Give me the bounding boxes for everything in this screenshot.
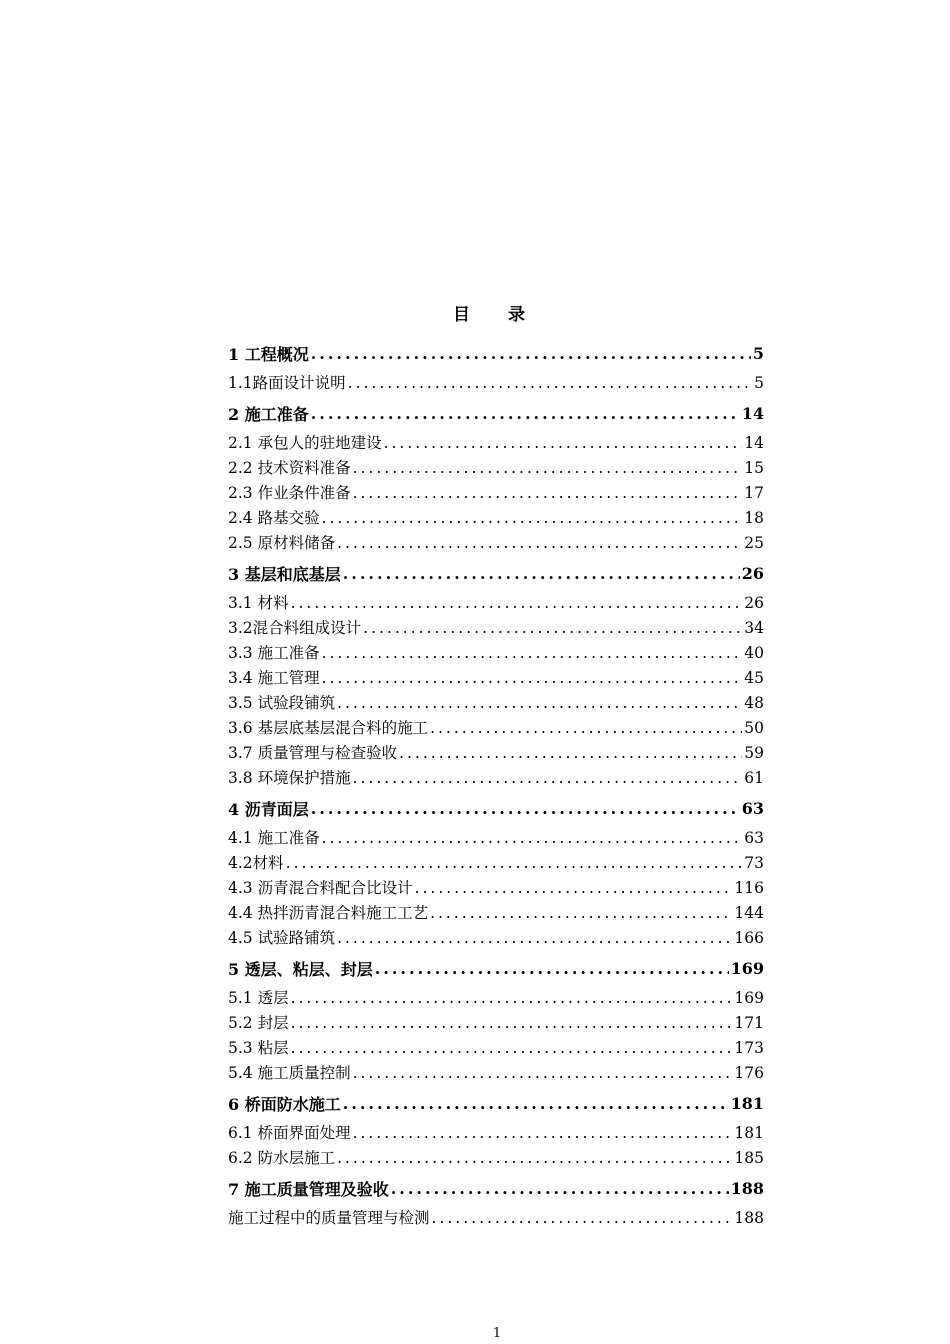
toc-entry-label: 2.2 技术资料准备	[228, 459, 351, 477]
toc-dot-leader	[337, 694, 742, 712]
toc-entry-page: 40	[744, 644, 764, 662]
toc-entry-label: 2.3 作业条件准备	[228, 484, 351, 502]
toc-entry-label: 4.4 热拌沥青混合料施工工艺	[228, 904, 429, 922]
toc-section-entry[interactable]	[228, 641, 764, 666]
toc-entry-label: 1 工程概况	[228, 345, 309, 364]
toc-section-entry[interactable]	[228, 766, 764, 791]
toc-dot-leader	[353, 484, 743, 502]
toc-chapter-entry[interactable]	[228, 556, 764, 591]
toc-entry-page: 181	[734, 1124, 764, 1142]
toc-entry-page: 45	[744, 669, 764, 687]
toc-dot-leader	[375, 959, 729, 978]
toc-dot-leader	[399, 744, 742, 762]
toc-entry-page: 166	[734, 929, 764, 947]
toc-section-entry[interactable]	[228, 826, 764, 851]
toc-entry-label: 2 施工准备	[228, 405, 309, 424]
toc-entry-page: 73	[744, 854, 764, 872]
toc-dot-leader	[430, 904, 732, 922]
toc-section-entry[interactable]	[228, 986, 764, 1011]
toc-entry-page: 14	[744, 434, 764, 452]
toc-entry-label: 3.2混合料组成设计	[228, 619, 362, 637]
toc-dot-leader	[337, 929, 732, 947]
toc-section-entry[interactable]	[228, 1061, 764, 1086]
toc-entry-label: 1.1路面设计说明	[228, 374, 346, 392]
toc-entry-label: 6.1 桥面界面处理	[228, 1124, 351, 1142]
toc-section-entry[interactable]	[228, 1121, 764, 1146]
toc-dot-leader	[348, 374, 752, 392]
toc-entry-page: 169	[730, 959, 764, 978]
toc-entry-page: 17	[744, 484, 764, 502]
toc-section-entry[interactable]	[228, 666, 764, 691]
toc-entry-page: 5	[754, 374, 764, 392]
toc-entry-label: 3.4 施工管理	[228, 669, 320, 687]
toc-section-entry[interactable]	[228, 851, 764, 876]
toc-dot-leader	[291, 594, 743, 612]
toc-dot-leader	[337, 1149, 732, 1167]
toc-entry-page: 15	[744, 459, 764, 477]
toc-entry-label: 7 施工质量管理及验收	[228, 1180, 389, 1199]
toc-entry-page: 176	[734, 1064, 764, 1082]
toc-chapter-entry[interactable]	[228, 1171, 764, 1206]
toc-entry-page: 34	[744, 619, 764, 637]
toc-entry-label: 5.1 透层	[228, 989, 289, 1007]
toc-entry-label: 6 桥面防水施工	[228, 1095, 341, 1114]
toc-entry-label: 5 透层、粘层、封层	[228, 960, 373, 979]
toc-entry-label: 3.8 环境保护措施	[228, 769, 351, 787]
toc-entry-label: 2.4 路基交验	[228, 509, 320, 527]
toc-dot-leader	[363, 619, 742, 637]
toc-chapter-entry[interactable]	[228, 951, 764, 986]
toc-title: 目 录	[453, 305, 541, 325]
toc-dot-leader	[291, 989, 733, 1007]
toc-dot-leader	[286, 854, 743, 872]
toc-section-entry[interactable]	[228, 691, 764, 716]
toc-section-entry[interactable]	[228, 1011, 764, 1036]
toc-entry-page: 26	[741, 564, 764, 583]
toc-section-entry[interactable]	[228, 1146, 764, 1171]
toc-entry-label: 6.2 防水层施工	[228, 1149, 336, 1167]
toc-dot-leader	[343, 1094, 729, 1113]
toc-entry-label: 3.6 基层底基层混合料的施工	[228, 719, 429, 737]
toc-entry-page: 173	[734, 1039, 764, 1057]
toc-section-entry[interactable]	[228, 371, 764, 396]
toc-section-entry[interactable]	[228, 876, 764, 901]
toc-entry-page: 144	[734, 904, 764, 922]
toc-section-entry[interactable]	[228, 481, 764, 506]
table-of-contents	[228, 336, 764, 1231]
toc-section-entry[interactable]	[228, 1036, 764, 1061]
toc-dot-leader	[322, 509, 743, 527]
toc-dot-leader	[353, 1064, 733, 1082]
toc-section-entry[interactable]	[228, 591, 764, 616]
toc-entry-label: 4.3 沥青混合料配合比设计	[228, 879, 413, 897]
toc-dot-leader	[415, 879, 733, 897]
toc-entry-label: 5.2 封层	[228, 1014, 289, 1032]
toc-entry-page: 63	[744, 829, 764, 847]
toc-entry-label: 2.5 原材料储备	[228, 534, 336, 552]
toc-entry-page: 48	[744, 694, 764, 712]
toc-chapter-entry[interactable]	[228, 336, 764, 371]
toc-dot-leader	[353, 769, 743, 787]
toc-entry-page: 116	[734, 879, 764, 897]
toc-section-entry[interactable]	[228, 431, 764, 456]
toc-dot-leader	[384, 434, 743, 452]
toc-entry-page: 14	[741, 404, 764, 423]
toc-entry-page: 61	[744, 769, 764, 787]
toc-section-entry[interactable]	[228, 506, 764, 531]
toc-chapter-entry[interactable]	[228, 1086, 764, 1121]
toc-dot-leader	[353, 459, 743, 477]
toc-section-entry[interactable]	[228, 1206, 764, 1231]
toc-dot-leader	[311, 404, 740, 423]
page-number: 1	[492, 1326, 502, 1341]
toc-dot-leader	[343, 564, 740, 583]
toc-entry-label: 3.5 试验段铺筑	[228, 694, 336, 712]
toc-entry-page: 18	[744, 509, 764, 527]
toc-section-entry[interactable]	[228, 901, 764, 926]
toc-dot-leader	[353, 1124, 733, 1142]
toc-chapter-entry[interactable]	[228, 396, 764, 431]
toc-section-entry[interactable]	[228, 926, 764, 951]
toc-dot-leader	[432, 1209, 733, 1227]
toc-entry-label: 5.3 粘层	[228, 1039, 289, 1057]
toc-entry-page: 59	[744, 744, 764, 762]
toc-dot-leader	[311, 344, 751, 363]
toc-entry-page: 26	[744, 594, 764, 612]
toc-entry-label: 2.1 承包人的驻地建设	[228, 434, 382, 452]
toc-section-entry[interactable]	[228, 531, 764, 556]
toc-entry-label: 3.3 施工准备	[228, 644, 320, 662]
toc-dot-leader	[391, 1179, 729, 1198]
toc-entry-label: 3.1 材料	[228, 594, 289, 612]
toc-entry-label: 3 基层和底基层	[228, 565, 341, 584]
toc-entry-page: 185	[734, 1149, 764, 1167]
toc-entry-label: 4.5 试验路铺筑	[228, 929, 336, 947]
toc-entry-label: 4.2材料	[228, 854, 284, 872]
toc-dot-leader	[311, 799, 740, 818]
toc-dot-leader	[430, 719, 742, 737]
toc-section-entry[interactable]	[228, 456, 764, 481]
toc-entry-page: 181	[730, 1094, 764, 1113]
toc-entry-page: 5	[752, 344, 764, 363]
toc-section-entry[interactable]	[228, 616, 764, 641]
toc-dot-leader	[337, 534, 742, 552]
toc-dot-leader	[322, 669, 743, 687]
toc-dot-leader	[291, 1039, 733, 1057]
toc-entry-page: 171	[734, 1014, 764, 1032]
toc-dot-leader	[322, 644, 743, 662]
toc-dot-leader	[291, 1014, 733, 1032]
toc-entry-label: 施工过程中的质量管理与检测	[228, 1209, 430, 1227]
toc-entry-label: 3.7 质量管理与检查验收	[228, 744, 398, 762]
toc-entry-page: 63	[741, 799, 764, 818]
toc-entry-page: 188	[730, 1179, 764, 1198]
toc-chapter-entry[interactable]	[228, 791, 764, 826]
toc-dot-leader	[322, 829, 743, 847]
toc-entry-page: 50	[744, 719, 764, 737]
toc-entry-page: 169	[734, 989, 764, 1007]
toc-entry-label: 4 沥青面层	[228, 800, 309, 819]
toc-entry-page: 188	[734, 1209, 764, 1227]
toc-section-entry[interactable]	[228, 716, 764, 741]
toc-section-entry[interactable]	[228, 741, 764, 766]
toc-entry-label: 4.1 施工准备	[228, 829, 320, 847]
toc-entry-page: 25	[744, 534, 764, 552]
toc-entry-label: 5.4 施工质量控制	[228, 1064, 351, 1082]
